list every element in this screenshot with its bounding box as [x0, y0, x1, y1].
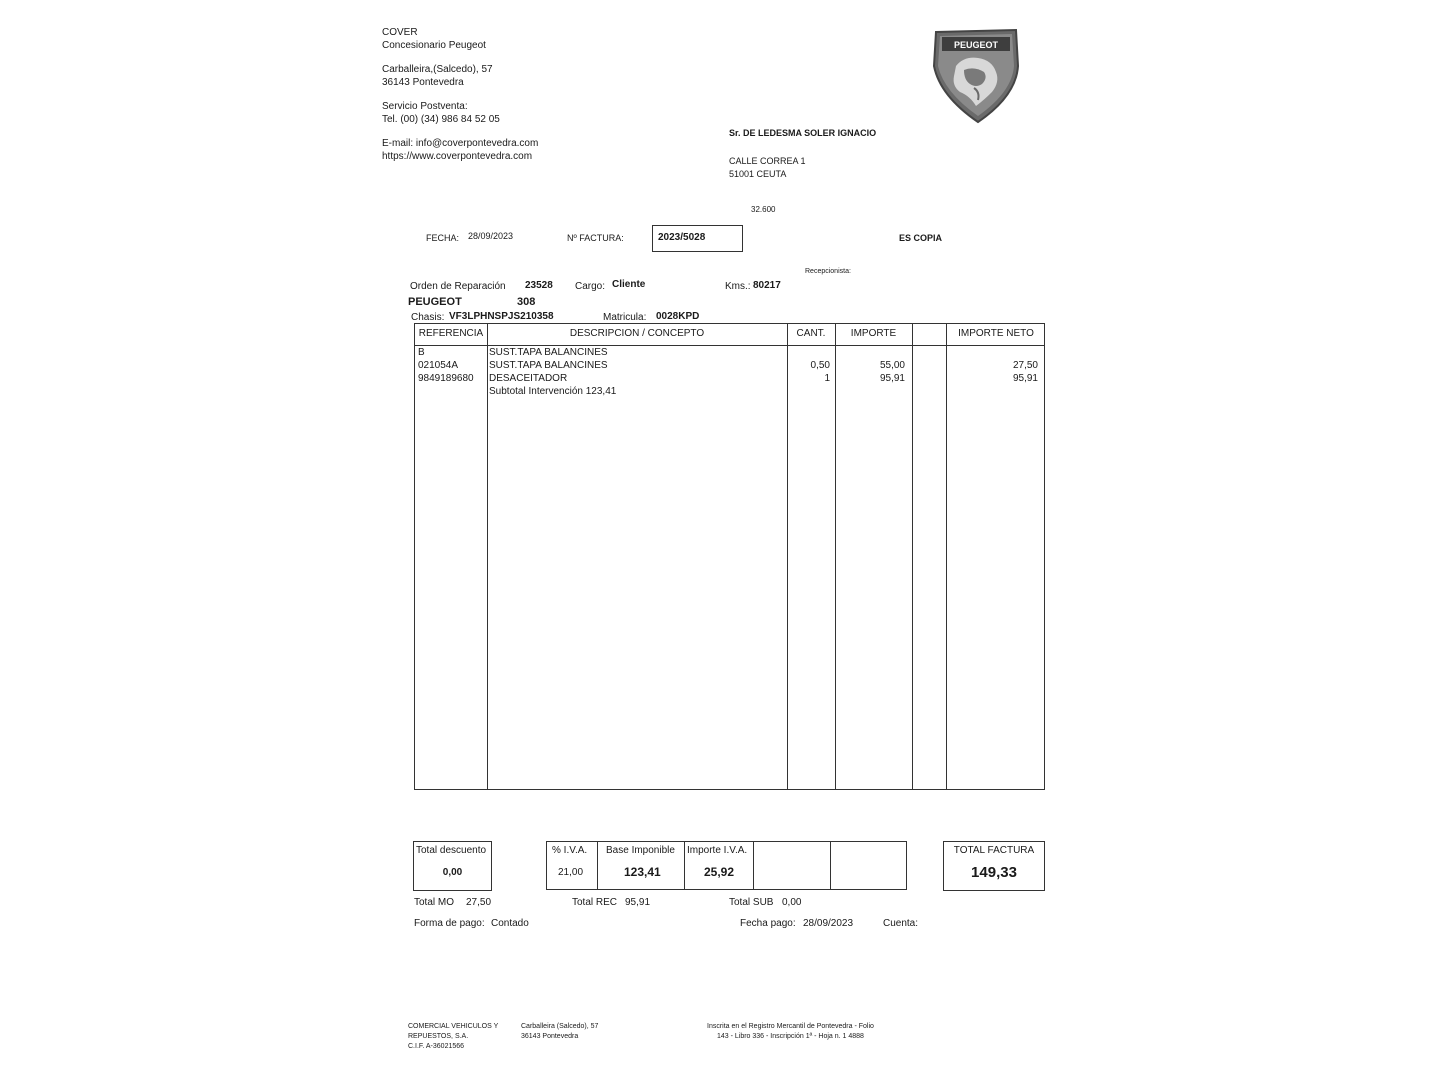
- footer-address-1: Carballeira (Salcedo), 57: [521, 1023, 599, 1030]
- plate-value: 0028KPD: [656, 311, 700, 322]
- mo-label: Total MO: [414, 897, 455, 908]
- footer-address-2: 36143 Pontevedra: [521, 1033, 579, 1040]
- customer-address: [729, 155, 806, 180]
- cargo-label: Cargo:: [575, 281, 606, 292]
- iva-box: [546, 841, 907, 890]
- customer-code: 32.600: [751, 205, 776, 214]
- row-ref: B: [418, 347, 425, 358]
- footer-company-1: COMERCIAL VEHICULOS Y: [408, 1023, 499, 1030]
- row-ref: 9849189680: [418, 373, 474, 384]
- chassis-value: VF3LPHNSPJS210358: [449, 311, 554, 322]
- row-desc: SUST.TAPA BALANCINES: [489, 347, 608, 358]
- payment-label: Forma de pago:: [414, 918, 485, 929]
- customer-name: Sr. DE LEDESMA SOLER IGNACIO: [729, 128, 877, 138]
- row-neto: 95,91: [1012, 373, 1038, 384]
- header-descripcion: DESCRIPCION / CONCEPTO: [569, 328, 705, 339]
- dealer-web: https://www.coverpontevedra.com: [382, 150, 533, 162]
- customer-street: CALLE CORREA 1: [729, 156, 806, 166]
- footer-registry-2: 143 - Libro 336 - Inscripción 1ª - Hoja n. 1 4888: [716, 1033, 864, 1040]
- plate-label: Matricula:: [603, 312, 647, 323]
- footer-registry: [707, 1022, 874, 1042]
- repair-order-label: Orden de Reparación: [410, 281, 506, 292]
- payment-value: Contado: [491, 918, 529, 929]
- dealer-address-2: 36143 Pontevedra: [382, 76, 464, 88]
- dealer-subtitle: Concesionario Peugeot: [382, 39, 486, 51]
- header-importe-neto: IMPORTE NETO: [958, 328, 1034, 339]
- copy-label: ES COPIA: [899, 233, 943, 243]
- row-desc: Subtotal Intervención 123,41: [489, 386, 617, 397]
- logo-text: PEUGEOT: [953, 40, 999, 50]
- rec-value: 95,91: [625, 897, 651, 908]
- iva-amount-label: Importe I.V.A.: [687, 845, 748, 856]
- pay-date-label: Fecha pago:: [740, 918, 796, 929]
- account-label: Cuenta:: [883, 918, 919, 929]
- header-importe: IMPORTE: [850, 328, 897, 339]
- base-value: 123,41: [624, 865, 661, 879]
- chassis-label: Chasis:: [411, 312, 445, 323]
- footer-registry-1: Inscrita en el Registro Mercantil de Pontevedra - Folio: [707, 1023, 874, 1030]
- header-cantidad: CANT.: [796, 328, 826, 339]
- kms-value: 80217: [753, 280, 781, 291]
- items-table: [414, 323, 1045, 790]
- iva-amount-value: 25,92: [704, 865, 735, 879]
- footer-cif: C.I.F. A-36021566: [408, 1043, 465, 1050]
- row-ref: 021054A: [418, 360, 459, 371]
- iva-percent-value: 21,00: [558, 867, 584, 878]
- table-row: [415, 386, 1044, 399]
- mo-value: 27,50: [466, 897, 492, 908]
- row-desc: DESACEITADOR: [489, 373, 568, 384]
- dealer-name: COVER: [382, 27, 418, 38]
- kms-label: Kms.:: [725, 281, 751, 292]
- footer-address: [521, 1022, 598, 1042]
- discount-value: 0,00: [442, 867, 463, 878]
- vehicle-model: 308: [517, 296, 536, 308]
- table-row: [415, 347, 1044, 360]
- header-referencia: REFERENCIA: [418, 328, 484, 339]
- peugeot-logo: [930, 26, 1022, 124]
- table-row: [415, 360, 1044, 373]
- iva-percent-label: % I.V.A.: [552, 845, 588, 856]
- dealer-phone: Tel. (00) (34) 986 84 52 05: [382, 113, 500, 125]
- invoice-number-box: [652, 225, 743, 252]
- date-label: FECHA:: [426, 233, 460, 243]
- discount-label: Total descuento: [416, 845, 487, 856]
- row-cant: 1: [824, 373, 830, 384]
- row-cant: 0,50: [810, 360, 830, 371]
- dealer-block: [382, 27, 538, 163]
- cargo-value: Cliente: [612, 279, 646, 290]
- table-rows: [415, 347, 1044, 399]
- row-desc: SUST.TAPA BALANCINES: [489, 360, 608, 371]
- invoice-number: 2023/5028: [658, 232, 706, 243]
- row-importe: 55,00: [879, 360, 905, 371]
- rec-label: Total REC: [572, 897, 618, 908]
- row-neto: 27,50: [1012, 360, 1038, 371]
- dealer-address-1: Carballeira,(Salcedo), 57: [382, 64, 493, 75]
- receptionist-label: Recepcionista:: [805, 268, 851, 275]
- base-label: Base Imponible: [606, 845, 675, 856]
- row-importe: 95,91: [879, 373, 905, 384]
- vehicle-brand: PEUGEOT: [408, 296, 462, 308]
- footer-company-2: REPUESTOS, S.A.: [408, 1033, 469, 1040]
- table-row: [415, 373, 1044, 386]
- repair-order-number: 23528: [525, 280, 553, 291]
- total-label: TOTAL FACTURA: [953, 845, 1035, 856]
- customer-city: 51001 CEUTA: [729, 168, 787, 179]
- footer-company: [408, 1022, 498, 1052]
- invoice-date: 28/09/2023: [468, 231, 514, 241]
- dealer-email: E-mail: info@coverpontevedra.com: [382, 138, 539, 149]
- invoice-number-label: Nº FACTURA:: [567, 233, 624, 243]
- pay-date-value: 28/09/2023: [803, 918, 854, 929]
- total-box: [943, 841, 1045, 891]
- sub-label: Total SUB: [729, 897, 774, 908]
- discount-box: [413, 841, 492, 891]
- sub-value: 0,00: [782, 897, 802, 908]
- total-value: 149,33: [971, 864, 1017, 881]
- dealer-service-label: Servicio Postventa:: [382, 101, 468, 112]
